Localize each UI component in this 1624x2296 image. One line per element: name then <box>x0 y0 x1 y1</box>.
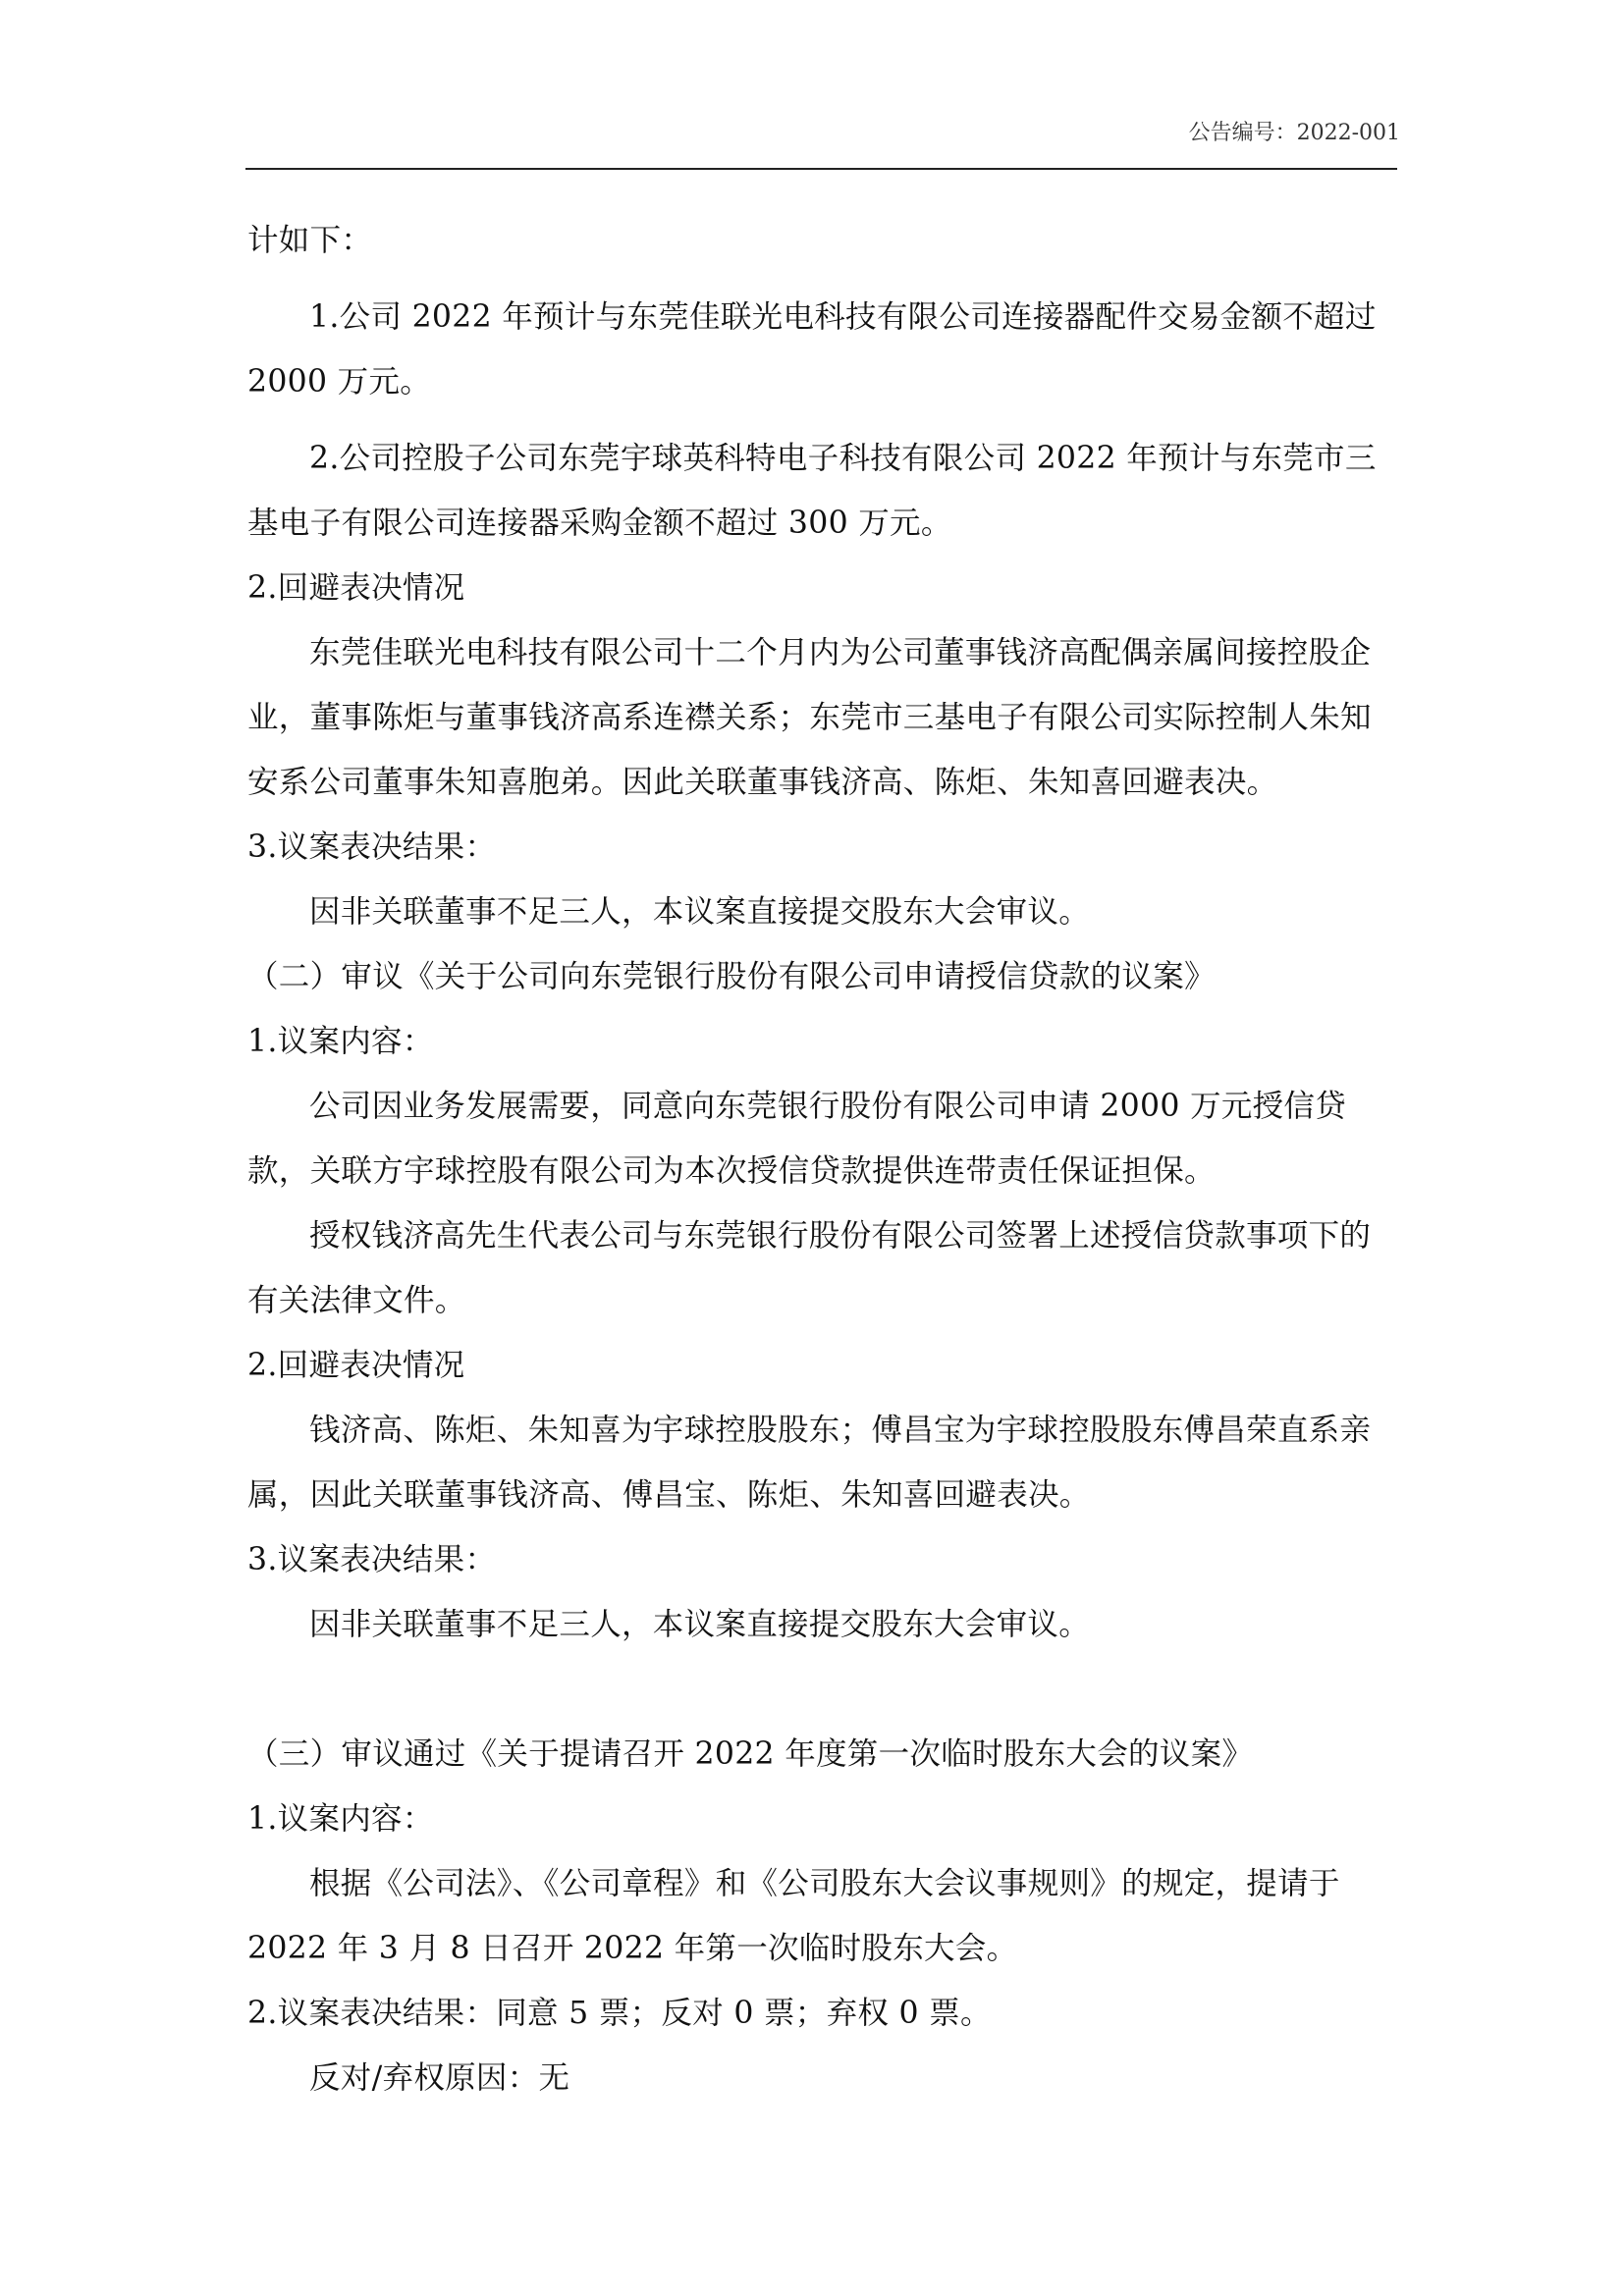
paragraph: 东莞佳联光电科技有限公司十二个月内为公司董事钱济高配偶亲属间接控股企业，董事陈炬与董事钱济高系连襟关系；东莞市三基电子有限公司实际控制人朱知安系公司董事朱知喜胞弟。因此关联董事钱济高、陈炬、朱知喜回避表决。 <box>247 635 1372 800</box>
section-heading: 1.议案内容： <box>247 1024 434 1059</box>
motion-title: （三）审议通过《关于提请召开 2022 年度第一次临时股东大会的议案》 <box>247 1736 1254 1772</box>
motion-title: （二）审议《关于公司向东莞银行股份有限公司申请授信贷款的议案》 <box>247 959 1216 994</box>
paragraph: 钱济高、陈炬、朱知喜为宇球控股股东；傅昌宝为宇球控股股东傅昌荣直系亲属，因此关联董事钱济高、傅昌宝、陈炬、朱知喜回避表决。 <box>247 1413 1372 1513</box>
objection-reason: 反对/弃权原因：无 <box>309 2060 570 2096</box>
paragraph: 授权钱济高先生代表公司与东莞银行股份有限公司签署上述授信贷款事项下的有关法律文件。 <box>247 1218 1372 1318</box>
section-heading: 3.议案表决结果： <box>247 829 497 865</box>
section-heading: 2.回避表决情况 <box>247 1348 465 1383</box>
paragraph-continuation: 计如下： <box>247 223 373 258</box>
header-divider <box>245 168 1397 170</box>
paragraph: 根据《公司法》、《公司章程》和《公司股东大会议事规则》的规定，提请于 2022 年 3 月 8 日召开 2022 年第一次临时股东大会。 <box>247 1866 1340 1966</box>
document-body <box>247 208 1394 2110</box>
paragraph: 公司因业务发展需要，同意向东莞银行股份有限公司申请 2000 万元授信贷款，关联方宇球控股有限公司为本次授信贷款提供连带责任保证担保。 <box>247 1089 1346 1189</box>
item-1-text: 1.公司 2022 年预计与东莞佳联光电科技有限公司连接器配件交易金额不超过 2000 万元。 <box>247 299 1377 400</box>
section-heading: 2.回避表决情况 <box>247 570 465 606</box>
paragraph: 因非关联董事不足三人，本议案直接提交股东大会审议。 <box>309 894 1091 930</box>
paragraph: 因非关联董事不足三人，本议案直接提交股东大会审议。 <box>309 1607 1091 1642</box>
announcement-number: 公告编号：2022-001 <box>1188 121 1400 145</box>
vote-result: 2.议案表决结果：同意 5 票；反对 0 票；弃权 0 票。 <box>247 1996 992 2031</box>
item-2-text: 2.公司控股子公司东莞宇球英科特电子科技有限公司 2022 年预计与东莞市三基电子有限公司连接器采购金额不超过 300 万元。 <box>247 441 1377 541</box>
section-heading: 1.议案内容： <box>247 1801 434 1837</box>
section-heading: 3.议案表决结果： <box>247 1542 497 1577</box>
